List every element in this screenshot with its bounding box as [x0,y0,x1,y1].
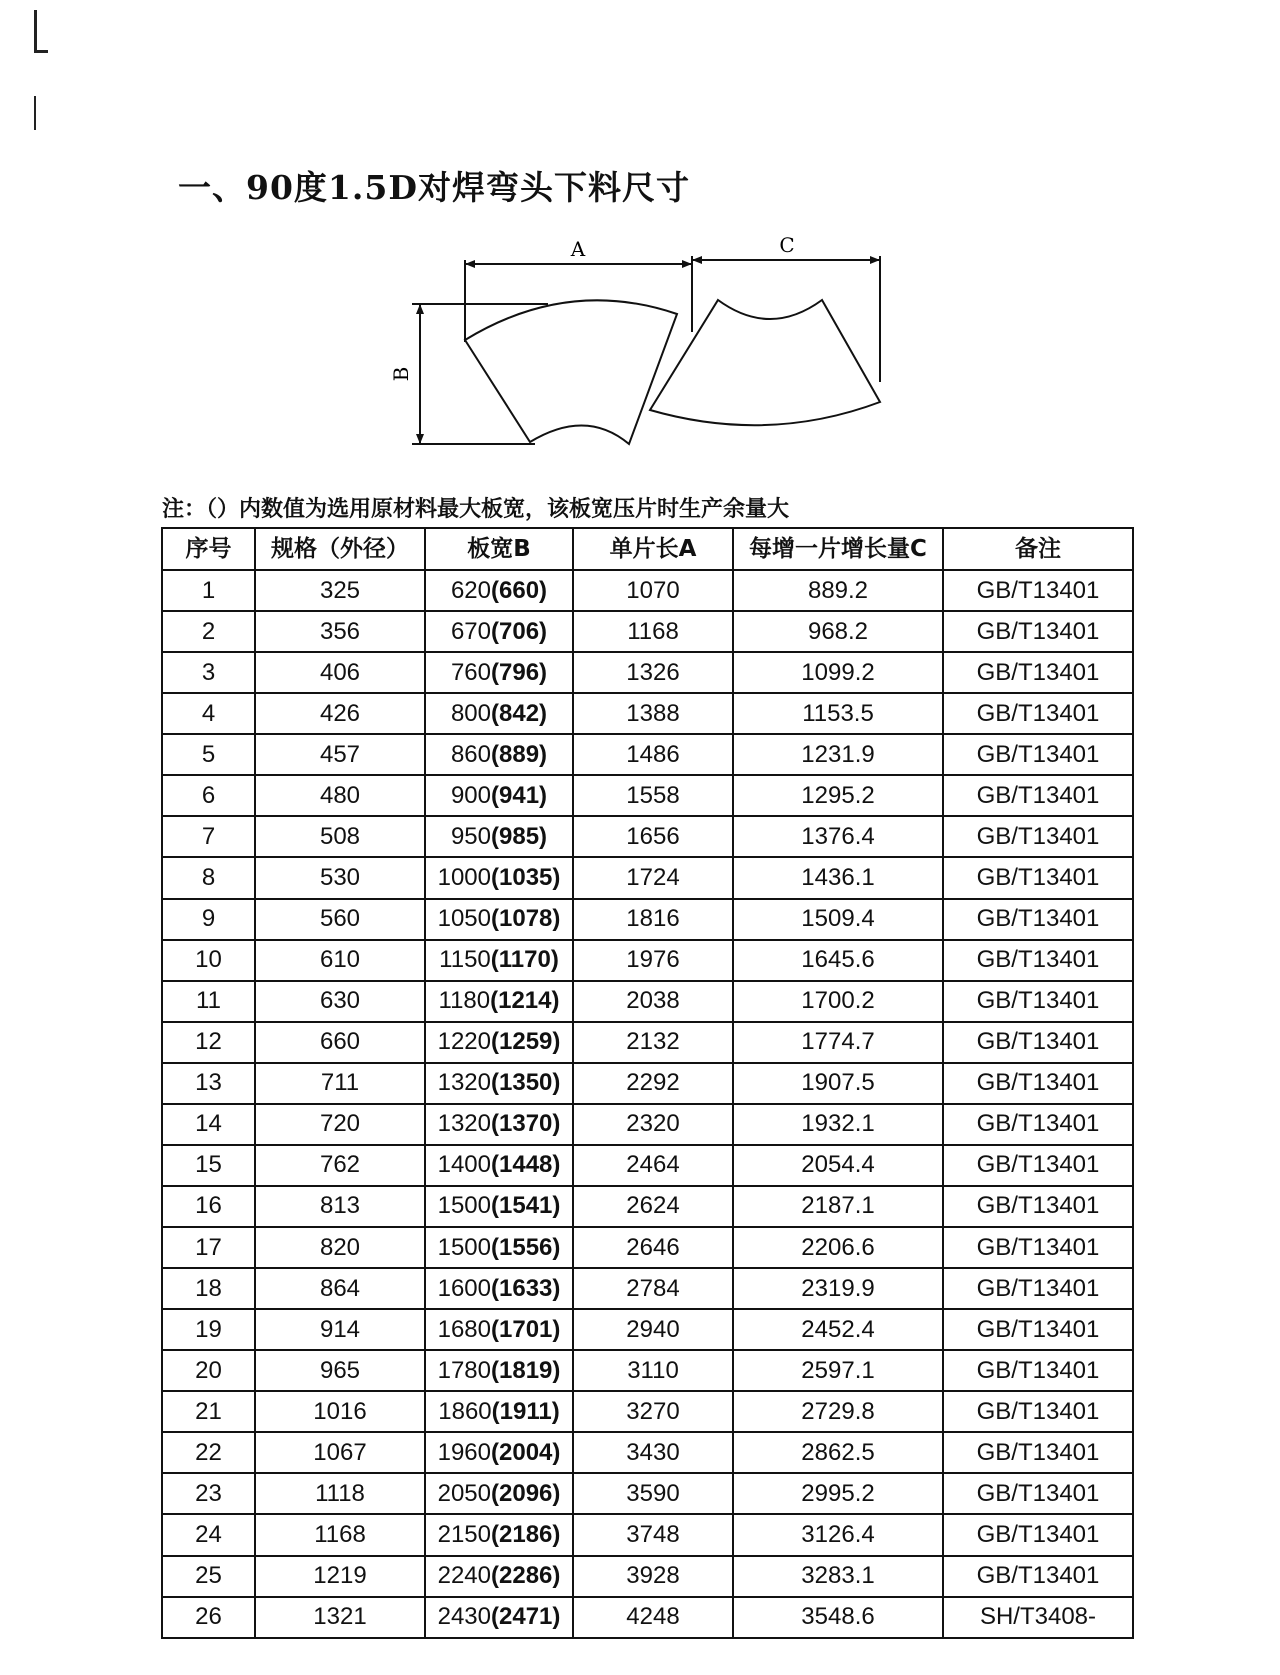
cell-width [425,816,573,857]
cell-increment-c: 3283.1 [733,1556,943,1597]
width-max-value: (2186) [491,1520,561,1548]
width-max-value: (2004) [491,1438,561,1466]
cell-increment-c: 2862.5 [733,1432,943,1473]
table-row [162,857,1133,898]
table-row [162,1186,1133,1227]
cell-increment-c: 2452.4 [733,1309,943,1350]
cell-spec: 660 [255,1022,425,1063]
table-row [162,1597,1133,1638]
cell-no: 4 [162,693,255,734]
width-value: 1320 [437,1110,491,1138]
width-value: 1680 [437,1315,491,1343]
width-max-value: (1170) [490,946,559,974]
cell-no: 19 [162,1309,255,1350]
cell-spec: 325 [255,570,425,611]
cell-length-a: 3110 [573,1350,733,1391]
width-max-value: (985) [491,822,548,850]
cell-no: 22 [162,1432,255,1473]
width-max-value: (941) [491,781,548,809]
cell-width [425,1391,573,1432]
header-no: 序号 [162,528,255,570]
cell-no: 12 [162,1022,255,1063]
cell-increment-c: 1153.5 [733,693,943,734]
cell-no: 7 [162,816,255,857]
cell-increment-c: 1295.2 [733,775,943,816]
width-value: 2050 [437,1479,491,1507]
margin-tick [34,96,36,130]
width-value: 1150 [439,946,491,974]
cell-length-a: 2038 [573,981,733,1022]
table-row [162,1432,1133,1473]
cell-increment-c: 1932.1 [733,1104,943,1145]
cell-spec: 820 [255,1227,425,1268]
cell-remark: GB/T13401 [943,940,1133,981]
width-max-value: (1214) [490,987,560,1015]
width-value: 1960 [437,1438,491,1466]
cell-no: 3 [162,652,255,693]
cell-increment-c: 968.2 [733,611,943,652]
cell-length-a: 1326 [573,652,733,693]
width-value: 620 [450,576,491,604]
cell-length-a: 3430 [573,1432,733,1473]
table-row [162,775,1133,816]
cell-spec: 711 [255,1063,425,1104]
page-title: 一、90度1.5D对焊弯头下料尺寸 [178,168,690,207]
cell-length-a: 3928 [573,1556,733,1597]
width-max-value: (1448) [491,1151,561,1179]
cell-increment-c: 1231.9 [733,734,943,775]
width-value: 1860 [438,1397,492,1425]
cell-length-a: 2940 [573,1309,733,1350]
arrow-a-right [682,260,692,268]
cell-length-a: 2132 [573,1022,733,1063]
cell-length-a: 2624 [573,1186,733,1227]
arrow-b-top [416,304,424,314]
width-value: 1500 [437,1192,491,1220]
width-max-value: (2471) [491,1603,561,1631]
cell-remark: GB/T13401 [943,1309,1133,1350]
cell-no: 23 [162,1473,255,1514]
cell-remark: GB/T13401 [943,1104,1133,1145]
cell-spec: 914 [255,1309,425,1350]
cell-length-a: 1486 [573,734,733,775]
cell-length-a: 2464 [573,1145,733,1186]
cell-no: 8 [162,857,255,898]
width-value: 1220 [437,1028,491,1056]
cell-width [425,1104,573,1145]
cell-width [425,652,573,693]
width-value: 900 [450,781,491,809]
cell-length-a: 1656 [573,816,733,857]
table-row [162,734,1133,775]
width-max-value: (1370) [491,1110,561,1138]
cell-increment-c: 1645.6 [733,940,943,981]
cell-increment-c: 2995.2 [733,1473,943,1514]
cell-spec: 813 [255,1186,425,1227]
width-value: 1500 [437,1233,491,1261]
arrow-c-left [692,256,702,264]
width-max-value: (660) [491,576,548,604]
corner-bracket-vertical [34,10,37,52]
width-value: 1180 [438,987,491,1015]
cell-width [425,857,573,898]
cell-no: 17 [162,1227,255,1268]
table-row [162,1391,1133,1432]
cell-no: 24 [162,1514,255,1555]
cell-spec: 762 [255,1145,425,1186]
cell-increment-c: 1436.1 [733,857,943,898]
cell-no: 14 [162,1104,255,1145]
cell-spec: 864 [255,1268,425,1309]
width-value: 670 [450,617,491,645]
cell-increment-c: 1700.2 [733,981,943,1022]
table-body [162,570,1133,1638]
cell-remark: GB/T13401 [943,1473,1133,1514]
width-max-value: (1701) [491,1315,561,1343]
cell-spec: 610 [255,940,425,981]
cell-width [425,1145,573,1186]
cell-spec: 1168 [255,1514,425,1555]
cell-width [425,734,573,775]
table-row [162,570,1133,611]
cell-no: 11 [162,981,255,1022]
cell-remark: GB/T13401 [943,981,1133,1022]
width-value: 2430 [437,1603,491,1631]
cell-spec: 1219 [255,1556,425,1597]
cell-remark: GB/T13401 [943,652,1133,693]
cell-width [425,611,573,652]
header-length-a: 单片长A [573,528,733,570]
table-row [162,1556,1133,1597]
cell-no: 25 [162,1556,255,1597]
cell-no: 5 [162,734,255,775]
cell-spec: 480 [255,775,425,816]
cell-increment-c: 2187.1 [733,1186,943,1227]
cell-remark: GB/T13401 [943,1350,1133,1391]
cell-length-a: 3270 [573,1391,733,1432]
cell-length-a: 1976 [573,940,733,981]
width-max-value: (1911) [491,1397,560,1425]
cell-width [425,1514,573,1555]
cell-remark: GB/T13401 [943,1391,1133,1432]
corner-bracket-horizontal [34,50,48,53]
arrow-c-right [870,256,880,264]
table-row [162,1514,1133,1555]
label-c: C [779,233,795,257]
cell-increment-c: 1774.7 [733,1022,943,1063]
cell-width [425,1309,573,1350]
cell-increment-c: 2597.1 [733,1350,943,1391]
cell-length-a: 2292 [573,1063,733,1104]
table-row [162,1063,1133,1104]
cell-spec: 530 [255,857,425,898]
width-max-value: (1035) [491,863,561,891]
cell-no: 10 [162,940,255,981]
width-max-value: (2286) [491,1562,561,1590]
cell-no: 13 [162,1063,255,1104]
width-value: 950 [450,822,491,850]
width-max-value: (706) [491,617,548,645]
cell-increment-c: 1509.4 [733,899,943,940]
table-row [162,1104,1133,1145]
cell-remark: GB/T13401 [943,611,1133,652]
cell-spec: 508 [255,816,425,857]
table-row [162,1473,1133,1514]
cell-no: 9 [162,899,255,940]
cell-spec: 426 [255,693,425,734]
cell-no: 20 [162,1350,255,1391]
cell-length-a: 1070 [573,570,733,611]
cell-width [425,570,573,611]
table-row [162,816,1133,857]
cell-width [425,1432,573,1473]
table-row [162,1145,1133,1186]
table-row [162,940,1133,981]
header-width: 板宽B [425,528,573,570]
width-value: 1320 [437,1069,491,1097]
cell-increment-c: 2054.4 [733,1145,943,1186]
cell-length-a: 1558 [573,775,733,816]
cell-length-a: 1388 [573,693,733,734]
cell-spec: 560 [255,899,425,940]
cell-width [425,1556,573,1597]
cell-length-a: 1168 [573,611,733,652]
cell-no: 26 [162,1597,255,1638]
cell-length-a: 4248 [573,1597,733,1638]
table-row [162,1268,1133,1309]
cell-remark: GB/T13401 [943,1022,1133,1063]
cell-remark: GB/T13401 [943,1186,1133,1227]
cell-increment-c: 1099.2 [733,652,943,693]
cell-no: 16 [162,1186,255,1227]
cell-remark: GB/T13401 [943,899,1133,940]
cell-increment-c: 3126.4 [733,1514,943,1555]
cell-no: 21 [162,1391,255,1432]
cell-width [425,1350,573,1391]
cell-spec: 406 [255,652,425,693]
cell-length-a: 3748 [573,1514,733,1555]
table-note: 注：（）内数值为选用原材料最大板宽，该板宽压片时生产余量大 [162,497,790,522]
width-value: 1600 [437,1274,491,1302]
table-row [162,1350,1133,1391]
cell-increment-c: 1376.4 [733,816,943,857]
cell-increment-c: 2729.8 [733,1391,943,1432]
cell-remark: GB/T13401 [943,816,1133,857]
cell-remark: GB/T13401 [943,775,1133,816]
table-row [162,652,1133,693]
cell-spec: 1016 [255,1391,425,1432]
label-b: B [389,366,413,382]
segment-left [465,300,677,444]
table-row [162,1309,1133,1350]
cell-width [425,1186,573,1227]
table-row [162,899,1133,940]
cell-width [425,775,573,816]
cell-spec: 457 [255,734,425,775]
width-max-value: (1633) [491,1274,561,1302]
width-max-value: (2096) [491,1479,561,1507]
table-row [162,1227,1133,1268]
arrow-b-bottom [416,434,424,444]
cell-length-a: 3590 [573,1473,733,1514]
cell-spec: 630 [255,981,425,1022]
cutting-size-table [161,527,1134,1639]
label-a: A [570,237,586,261]
cell-remark: GB/T13401 [943,1556,1133,1597]
cell-width [425,1473,573,1514]
cell-increment-c: 3548.6 [733,1597,943,1638]
width-value: 1000 [437,863,491,891]
cell-length-a: 2784 [573,1268,733,1309]
cell-no: 18 [162,1268,255,1309]
cell-spec: 356 [255,611,425,652]
width-max-value: (1819) [491,1356,561,1384]
cell-increment-c: 889.2 [733,570,943,611]
cell-width [425,981,573,1022]
table-row [162,611,1133,652]
cell-no: 1 [162,570,255,611]
width-value: 860 [450,740,491,768]
cell-no: 15 [162,1145,255,1186]
cell-width [425,940,573,981]
cell-spec: 1067 [255,1432,425,1473]
cell-remark: GB/T13401 [943,693,1133,734]
cell-length-a: 2646 [573,1227,733,1268]
cell-remark: GB/T13401 [943,1268,1133,1309]
width-max-value: (1541) [491,1192,561,1220]
width-value: 1780 [437,1356,491,1384]
cell-remark: GB/T13401 [943,1145,1133,1186]
cell-width [425,1268,573,1309]
cell-width [425,899,573,940]
header-spec: 规格（外径） [255,528,425,570]
cell-no: 6 [162,775,255,816]
cell-remark: GB/T13401 [943,734,1133,775]
width-max-value: (1556) [491,1233,561,1261]
cell-spec: 965 [255,1350,425,1391]
width-max-value: (1350) [491,1069,561,1097]
table-row [162,693,1133,734]
width-value: 2150 [437,1520,491,1548]
cell-length-a: 2320 [573,1104,733,1145]
width-max-value: (842) [491,699,548,727]
table-row [162,981,1133,1022]
cell-width [425,1597,573,1638]
width-value: 2240 [437,1562,491,1590]
cell-increment-c: 2206.6 [733,1227,943,1268]
cell-width [425,1063,573,1104]
cell-spec: 1118 [255,1473,425,1514]
cell-remark: GB/T13401 [943,857,1133,898]
cell-remark: SH/T3408- [943,1597,1133,1638]
cell-remark: GB/T13401 [943,1227,1133,1268]
width-value: 1050 [437,905,491,933]
cell-remark: GB/T13401 [943,1432,1133,1473]
table-row [162,1022,1133,1063]
header-increment-c: 每增一片增长量C [733,528,943,570]
cell-remark: GB/T13401 [943,1063,1133,1104]
cell-length-a: 1816 [573,899,733,940]
cell-length-a: 1724 [573,857,733,898]
cell-no: 2 [162,611,255,652]
cell-remark: GB/T13401 [943,1514,1133,1555]
cell-increment-c: 1907.5 [733,1063,943,1104]
elbow-cutting-diagram [320,232,900,452]
width-max-value: (1078) [491,905,561,933]
width-value: 800 [450,699,491,727]
width-max-value: (889) [491,740,548,768]
cell-width [425,1227,573,1268]
segment-right [650,300,880,425]
cell-remark: GB/T13401 [943,570,1133,611]
header-remark: 备注 [943,528,1133,570]
cell-width [425,1022,573,1063]
cell-spec: 720 [255,1104,425,1145]
width-max-value: (1259) [491,1028,561,1056]
arrow-a-left [465,260,475,268]
width-value: 1400 [437,1151,491,1179]
width-value: 760 [450,658,491,686]
cell-spec: 1321 [255,1597,425,1638]
cell-increment-c: 2319.9 [733,1268,943,1309]
cell-width [425,693,573,734]
width-max-value: (796) [491,658,548,686]
